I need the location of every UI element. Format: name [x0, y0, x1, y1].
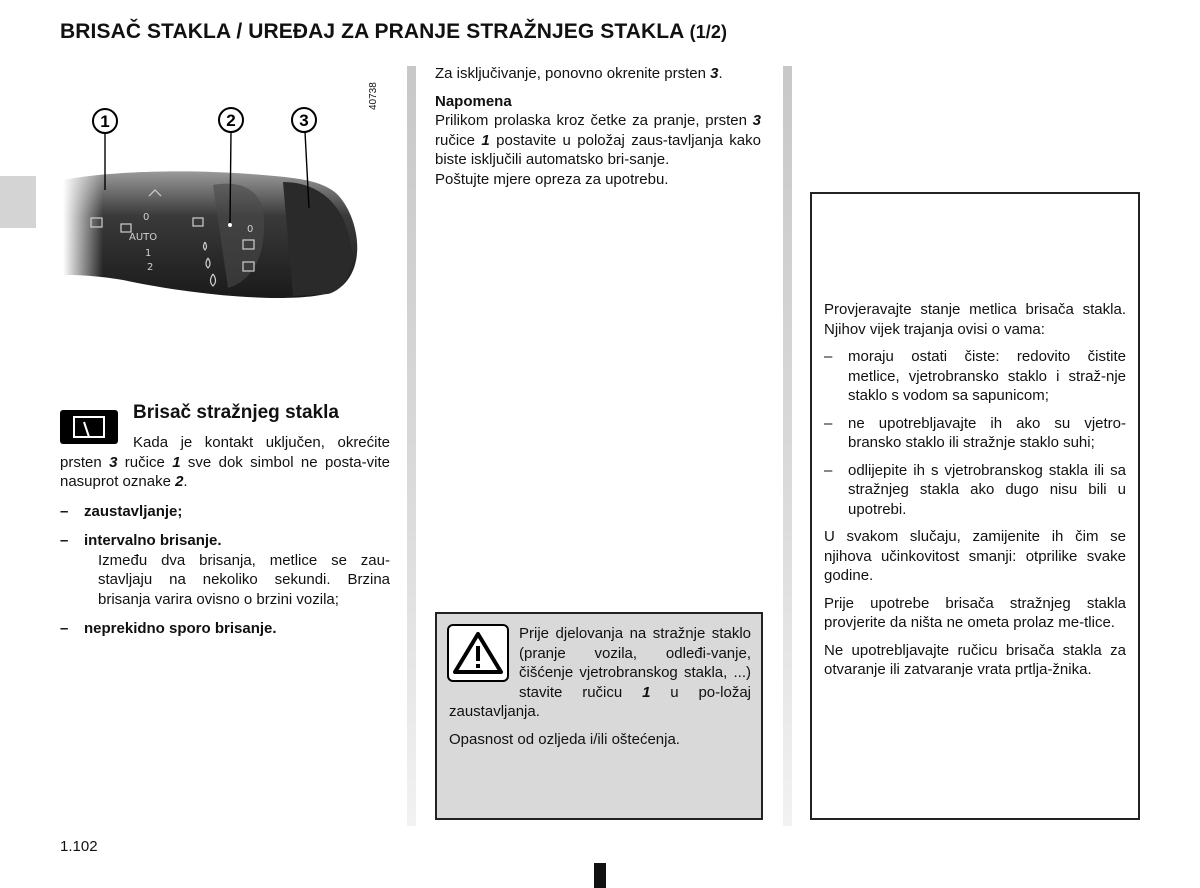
page-title	[60, 20, 727, 44]
list-item: – odlijepite ih s vjetrobranskog stakla ili sa stražnjeg stakla ako dugo nisu bili u upotrebi.	[824, 461, 1126, 518]
callout-2: 2	[226, 111, 236, 130]
callout-3: 3	[299, 111, 309, 130]
section-tab	[0, 176, 36, 228]
list-item: – intervalno brisanje.	[60, 532, 222, 549]
figure-label-0b: 0	[247, 224, 254, 235]
switch-off-paragraph: Za isključivanje, ponovno okrenite prsten 3.	[435, 65, 723, 82]
care-paragraph: Prije upotrebe brisača stražnjeg stakla provjerite da ništa ne ometa prolaz me-tlice.	[824, 594, 1126, 631]
section-heading: Brisač stražnjeg stakla	[133, 402, 339, 423]
middle-column	[435, 64, 761, 189]
note-precautions: Poštujte mjere opreza za upotrebu.	[435, 170, 669, 188]
column-divider-left	[407, 66, 416, 826]
wiper-stalk-illustration	[63, 70, 383, 315]
care-paragraph: Ne upotrebljavajte ručicu brisača stakla za otvaranje ili zatvaranje vrata prtlja-žnika.	[824, 641, 1126, 678]
page-indicator: (1/2)	[689, 22, 728, 42]
left-column	[60, 433, 390, 639]
list-item: – zaustavljanje;	[60, 502, 183, 520]
page-marker-bar	[594, 863, 606, 888]
figure-label-1: 1	[145, 248, 152, 259]
list-item: – neprekidno sporo brisanje.	[60, 620, 277, 637]
figure-label-auto: AUTO	[129, 232, 158, 243]
list-item: – ne upotrebljavajte ih ako su vjetro-bransko staklo ili stražnje staklo suhi;	[824, 414, 1126, 451]
page-title-text: BRISAČ STAKLA / UREĐAJ ZA PRANJE STRAŽNJEG STAKLA	[60, 20, 684, 43]
column-divider-right	[783, 66, 792, 826]
figure-label-2: 2	[147, 262, 154, 273]
care-paragraph: Provjeravajte stanje metlica brisača stakla. Njihov vijek trajanja ovisi o vama:	[824, 301, 1126, 338]
note-heading: Napomena	[435, 92, 512, 110]
page-number: 1.102	[60, 838, 98, 855]
care-info-text	[824, 300, 1126, 688]
figure-number: 40738	[368, 82, 379, 110]
intro-paragraph: Kada je kontakt uključen, okrećite prsten 3 ručice 1 sve dok simbol ne posta-vite nasuprot oznake 2.	[60, 434, 390, 490]
list-item-detail: Između dva brisanja, metlice se zau-stavljaju na nekoliko sekundi. Brzina brisanja varira ovisno o brzini vozila;	[98, 551, 390, 608]
care-info-box	[810, 192, 1140, 820]
callout-1: 1	[100, 112, 110, 131]
figure-label-0a: 0	[143, 212, 150, 223]
note-paragraph: Prilikom prolaska kroz četke za pranje, prsten 3 ručice 1 postavite u položaj zaus-tavljanja kako biste isključili automatsko bri-sanje.	[435, 112, 761, 168]
list-item: – moraju ostati čiste: redovito čistite metlice, vjetrobransko staklo i straž-nje staklo s vodom sa sapunicom;	[824, 348, 1126, 404]
warning-box	[435, 612, 763, 820]
warning-text: Prije djelovanja na stražnje staklo (pranje vozila, odleđi-vanje, čišćenje vjetrobranskog stakla, ...) stavite ručicu 1 u po-ložaj zaustavljanja. Opasnost od ozljeda i/ili oštećenja.	[449, 625, 751, 748]
care-paragraph: U svakom slučaju, zamijenite ih čim se njihova učinkovitost smanji: otprilike svake godine.	[824, 528, 1126, 584]
